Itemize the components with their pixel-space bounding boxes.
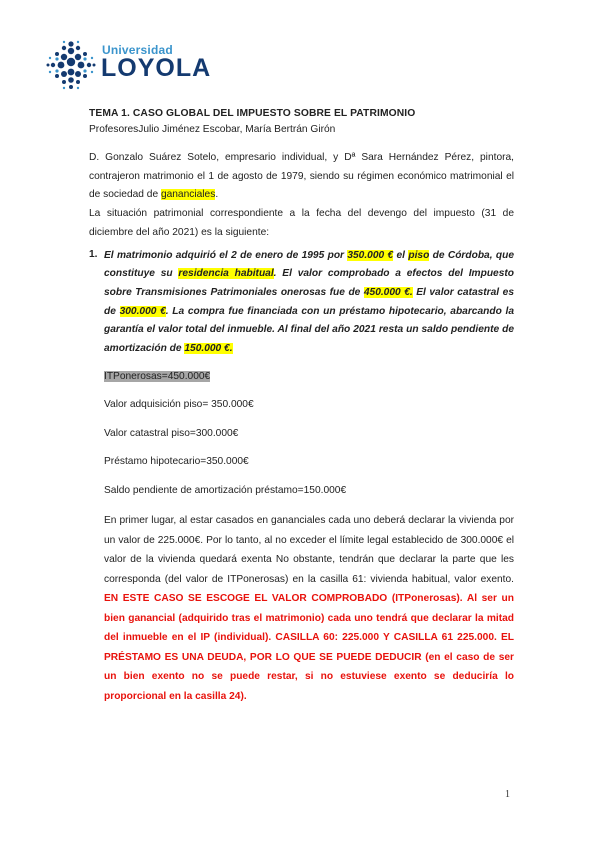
explanation-text: En primer lugar, al estar casados en gananciales cada uno deberá declarar la vivienda por un valor de 225.000€. Por lo tanto, al no exceder el límite legal establecido de 300.000€ el valor de la vivienda quedará exenta No obstante, tendrán que declarar la parte que les corresponda (del valor de ITPonerosas) en la casilla 61: vivienda habitual, valor exento. (104, 515, 514, 585)
values-list (104, 369, 514, 499)
intro-text: D. Gonzalo Suárez Sotelo, empresario individual, y Dª Sara Hernández Pérez, pintora, contrajeron matrimonio el 1 de agosto de 1979, siendo su régimen económico matrimonial el de sociedad de (89, 152, 514, 201)
highlight-gananciales: gananciales (160, 189, 216, 201)
logo-text-universidad: Universidad (102, 43, 173, 57)
university-logo (44, 38, 214, 88)
highlight-catastral-value: 300.000 € (119, 305, 166, 317)
intro-end: . (215, 189, 219, 201)
document-body (89, 106, 514, 706)
page-number: 1 (505, 789, 510, 800)
logo-mark-icon (44, 38, 98, 92)
logo-text-loyola: LOYOLA (101, 54, 212, 82)
value-adquisicion: Valor adquisición piso= 350.000€ (104, 399, 254, 411)
list-item-text: El matrimonio adquirió el 2 de enero de 1995 por 350.000 € el piso de Córdoba, que constituye su residencia habitual. El valor comprobado a efectos del Impuesto sobre Transmisiones Patrimoniales onerosas fue de 450.000 €. El valor catastral es de 300.000 €. La compra fue financiada con un préstamo hipotecario, abarcando la garantía el valor total del inmueble. Al final del año 2021 resta un saldo pendiente de amortización de 150.000 €. (104, 249, 515, 355)
explanation-answer: EN ESTE CASO SE ESCOGE EL VALOR COMPROBADO (ITPonerosas). Al ser un bien ganancial (adquirido tras el matrimonio) cada uno tendrá que declarar la mitad del inmueble en el IP (individual). CASILLA 60: 225.000 Y CASILLA 61 225.000. EL PRÉSTAMO ES UNA DEUDA, POR LO QUE SE PUEDE DEDUCIR (en el caso de ser un bien exento no se puede restar, si no estuviese exento se deduciría lo proporcional en la casilla 24). (104, 593, 514, 702)
highlight-piso: piso (408, 249, 430, 261)
highlight-saldo-value: 150.000 €. (184, 343, 233, 355)
value-catastral: Valor catastral piso=300.000€ (104, 427, 239, 439)
value-prestamo: Préstamo hipotecario=350.000€ (104, 456, 249, 468)
document-title: TEMA 1. CASO GLOBAL DEL IMPUESTO SOBRE EL PATRIMONIO (89, 108, 416, 119)
highlight-residencia: residencia habitual (178, 268, 274, 280)
list-number: 1. (89, 248, 98, 260)
highlight-itp-value: 450.000 €. (363, 286, 413, 298)
professors-line: ProfesoresJulio Jiménez Escobar, María Bertrán Girón (89, 123, 336, 135)
situation-paragraph: La situación patrimonial correspondiente a la fecha del devengo del impuesto (31 de diciembre del año 2021) es la siguiente: (89, 208, 514, 238)
intro-paragraph (89, 149, 514, 205)
highlight-price: 350.000 € (347, 249, 394, 261)
value-saldo: Saldo pendiente de amortización préstamo=150.000€ (104, 484, 347, 496)
value-itp: ITPonerosas=450.000€ (104, 370, 211, 382)
explanation-paragraph (104, 511, 514, 706)
list-item-1 (89, 247, 514, 359)
